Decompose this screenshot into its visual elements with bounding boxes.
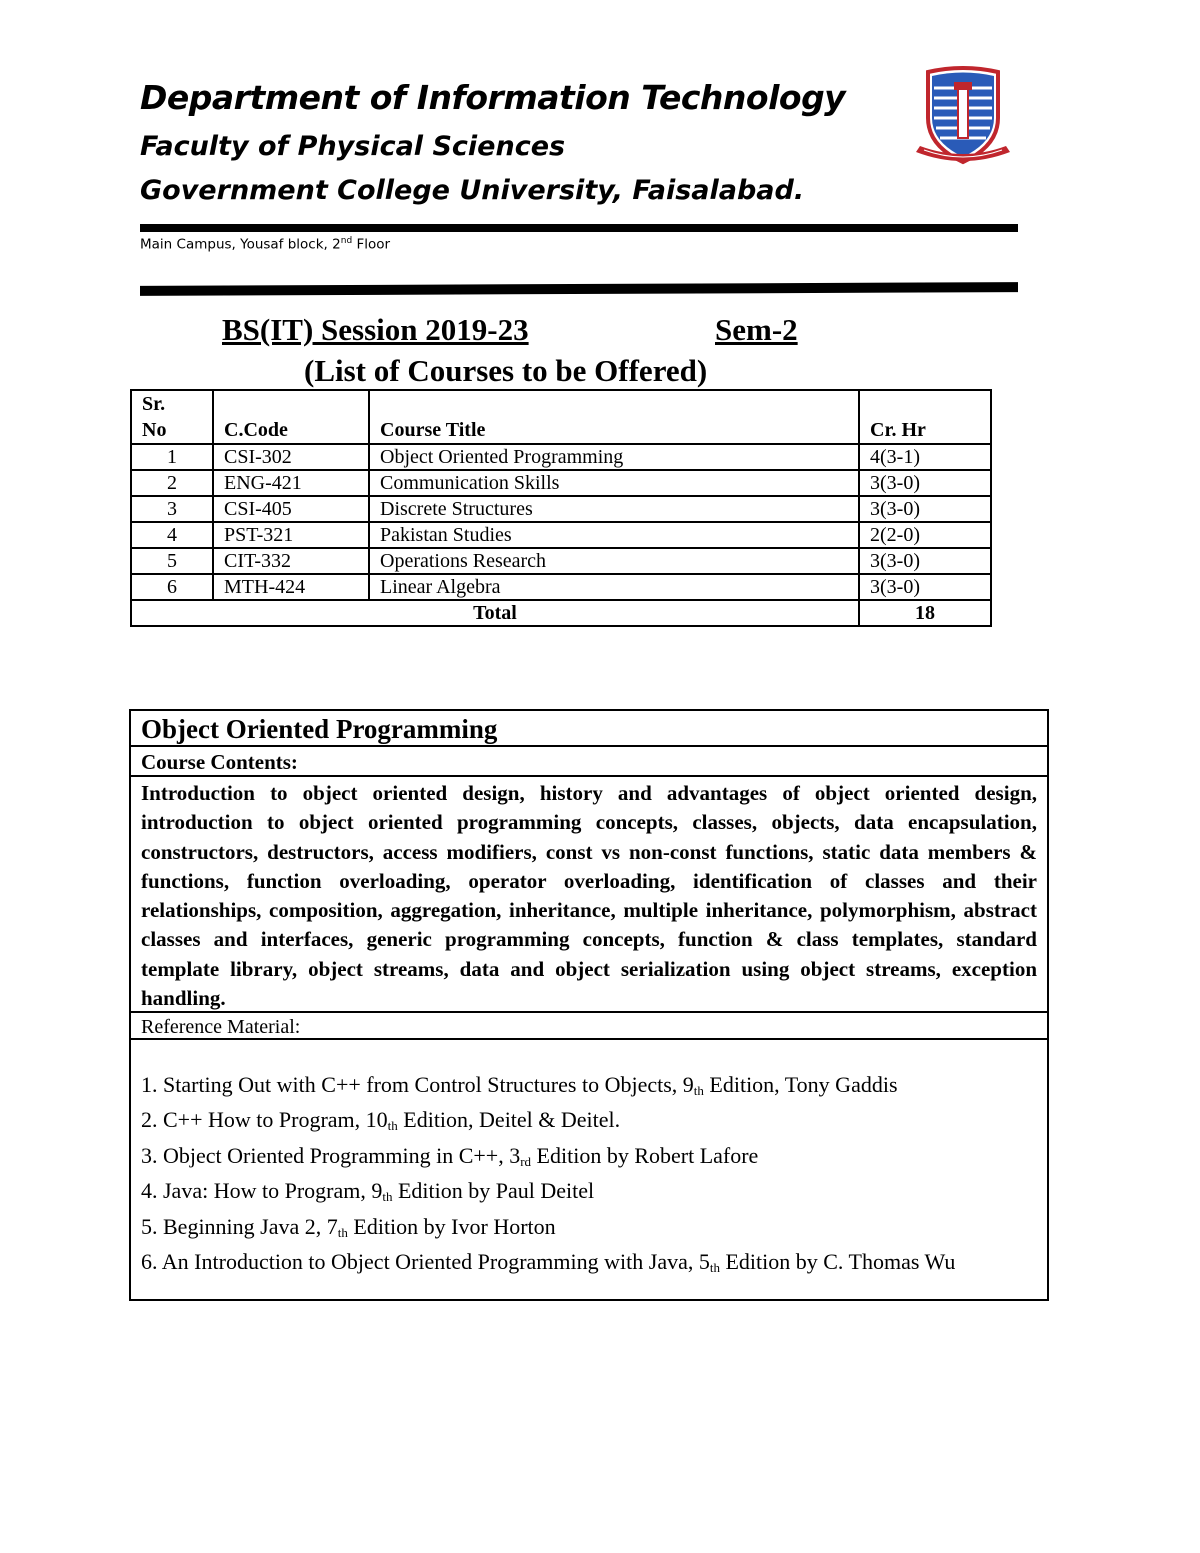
course-contents-text: Introduction to object oriented design, history and advantages of object oriented design, introduction to object oriented programming concepts, classes, objects, data encapsulation, constructors, destructors, access modifiers, const vs non-const functions, static data members & functions, function overloading, operator overloading, identification of classes and their relationships, composition, aggregation, inheritance, multiple inheritance, polymorphism, abstract classes and interfaces, generic programming concepts, function & class templates, standard template library, object streams, data and object serialization using object streams, exception handling. bbox=[131, 777, 1047, 1013]
department-heading: Department of Information Technology bbox=[140, 78, 846, 117]
total-label: Total bbox=[131, 600, 859, 626]
table-total-row bbox=[131, 600, 991, 626]
title-cell: Discrete Structures bbox=[369, 496, 859, 522]
table-row bbox=[131, 574, 991, 600]
reference-material-label: Reference Material: bbox=[131, 1013, 1047, 1040]
total-value: 18 bbox=[859, 600, 991, 626]
code-cell: PST-321 bbox=[213, 522, 369, 548]
column-header-title: Course Title bbox=[369, 390, 859, 444]
table-row bbox=[131, 470, 991, 496]
campus-address-text: Main Campus, Yousaf block, 2 bbox=[140, 236, 341, 253]
program-session-title: BS(IT) Session 2019-23 bbox=[222, 312, 529, 347]
list-item: 3. Object Oriented Programming in C++, $3_{rd}$ Edition by Robert Lafore bbox=[141, 1142, 759, 1169]
credit-cell: 3(3-0) bbox=[859, 470, 991, 496]
credit-cell: 3(3-0) bbox=[859, 574, 991, 600]
column-header-sr: Sr. No bbox=[131, 390, 213, 444]
table-row bbox=[131, 496, 991, 522]
reference-list bbox=[131, 1040, 1047, 1282]
code-cell: CSI-405 bbox=[213, 496, 369, 522]
table-row bbox=[131, 522, 991, 548]
credit-cell: 3(3-0) bbox=[859, 496, 991, 522]
sr-cell: 5 bbox=[131, 548, 213, 574]
credit-cell: 4(3-1) bbox=[859, 444, 991, 470]
title-cell: Operations Research bbox=[369, 548, 859, 574]
courses-table bbox=[130, 389, 992, 627]
campus-address-sup: nd bbox=[340, 236, 353, 246]
table-row bbox=[131, 444, 991, 470]
table-header-row bbox=[131, 390, 991, 444]
sr-cell: 6 bbox=[131, 574, 213, 600]
credit-cell: 2(2-0) bbox=[859, 522, 991, 548]
column-header-credit: Cr. Hr bbox=[859, 390, 991, 444]
university-heading: Government College University, Faisalabad. bbox=[140, 175, 805, 206]
sr-cell: 4 bbox=[131, 522, 213, 548]
code-cell: ENG-421 bbox=[213, 470, 369, 496]
sr-cell: 2 bbox=[131, 470, 213, 496]
column-header-code: C.Code bbox=[213, 390, 369, 444]
header-divider-top bbox=[140, 224, 1018, 232]
code-cell: CIT-332 bbox=[213, 548, 369, 574]
list-item: 6. An Introduction to Object Oriented Programming with Java, $5_{th}$ Edition by C. Thomas Wu bbox=[141, 1249, 956, 1276]
sr-cell: 1 bbox=[131, 444, 213, 470]
list-item: 2. C++ How to Program, $10_{th}$ Edition, Deitel & Deitel. bbox=[141, 1107, 621, 1134]
title-cell: Communication Skills bbox=[369, 470, 859, 496]
list-item: 5. Beginning Java 2, $7_{th}$ Edition by Ivor Horton bbox=[141, 1213, 556, 1240]
title-cell: Pakistan Studies bbox=[369, 522, 859, 548]
table-row bbox=[131, 548, 991, 574]
credit-cell: 3(3-0) bbox=[859, 548, 991, 574]
title-cell: Object Oriented Programming bbox=[369, 444, 859, 470]
sr-cell: 3 bbox=[131, 496, 213, 522]
course-contents-label: Course Contents: bbox=[131, 747, 1047, 777]
courses-subtitle: (List of Courses to be Offered) bbox=[304, 353, 708, 388]
semester-title: Sem-2 bbox=[715, 312, 798, 347]
list-item: 1. Starting Out with C++ from Control Structures to Objects, $9_{th}$ Edition, Tony Gaddis bbox=[141, 1072, 898, 1098]
title-cell: Linear Algebra bbox=[369, 574, 859, 600]
code-cell: MTH-424 bbox=[213, 574, 369, 600]
university-crest-logo bbox=[910, 66, 1016, 170]
course-detail-box bbox=[129, 709, 1049, 1301]
course-title: Object Oriented Programming bbox=[131, 711, 1047, 747]
campus-address-floor: Floor bbox=[352, 236, 391, 253]
campus-address bbox=[140, 236, 390, 253]
header-divider-bottom bbox=[140, 282, 1018, 296]
faculty-heading: Faculty of Physical Sciences bbox=[140, 131, 566, 162]
code-cell: CSI-302 bbox=[213, 444, 369, 470]
list-item: 4. Java: How to Program, $9_{th}$ Edition by Paul Deitel bbox=[141, 1178, 595, 1205]
